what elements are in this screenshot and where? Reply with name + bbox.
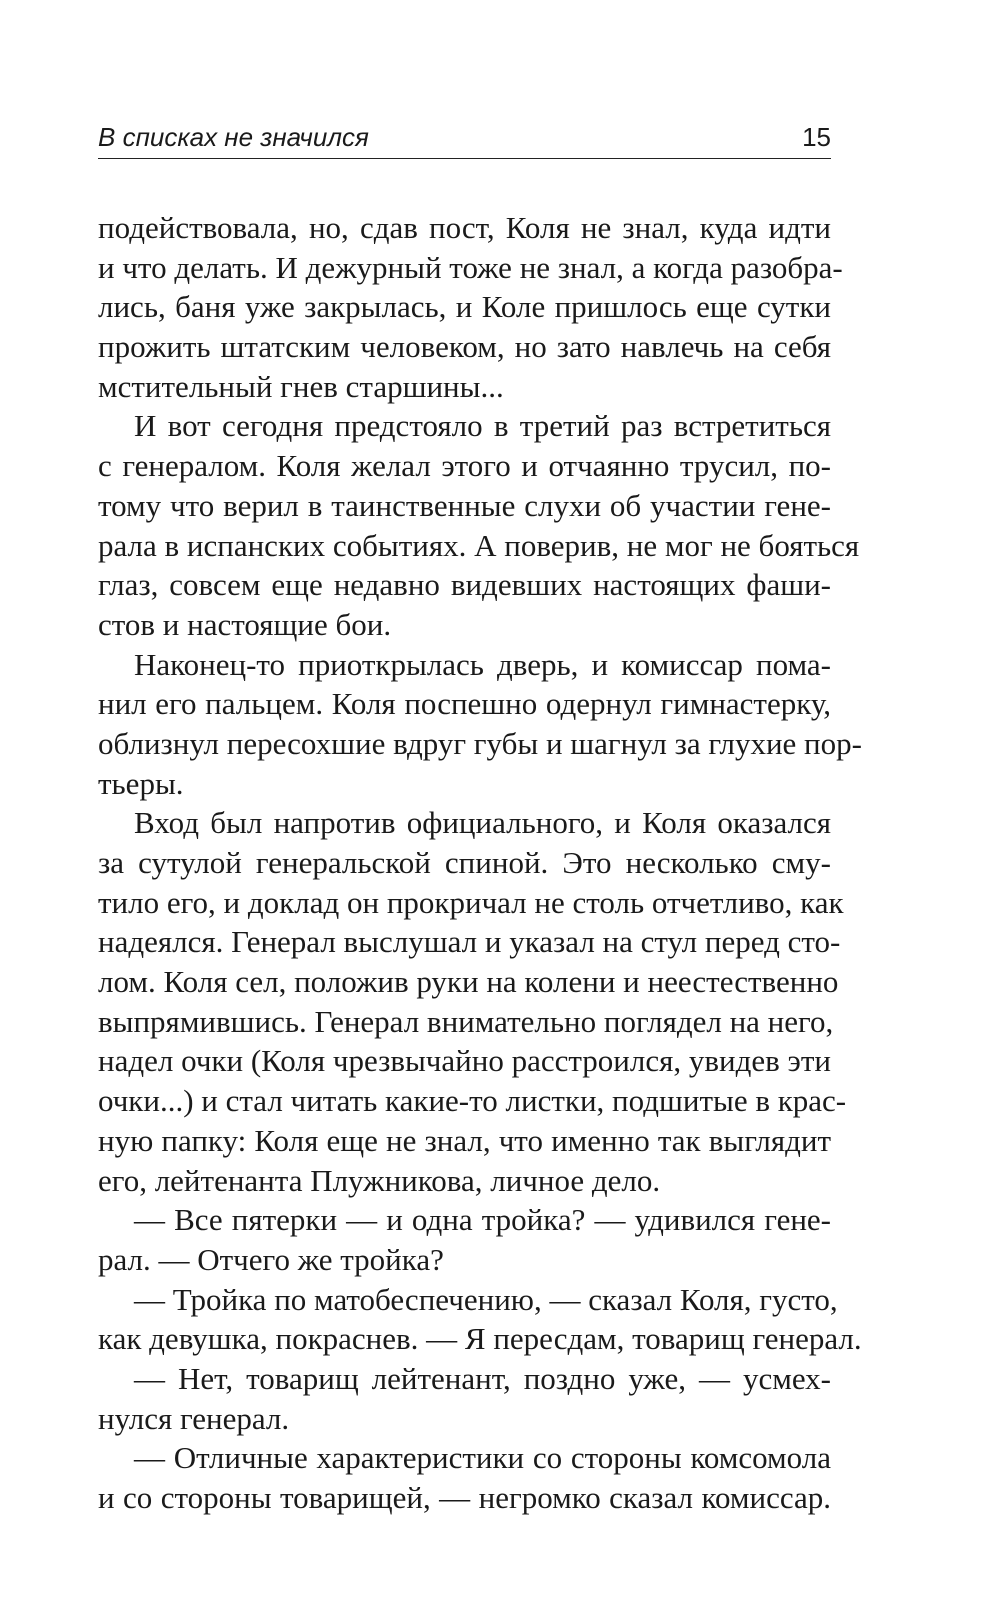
text-line: надел очки (Коля чрезвычайно расстроился, увидев эти	[98, 1043, 831, 1079]
text-line: и со стороны товарищей, — негромко сказал комиссар.	[98, 1480, 831, 1515]
text-line: лом. Коля сел, положив руки на колени и неестественно	[98, 964, 839, 1000]
text-line: надеялся. Генерал выслушал и указал на стул перед сто-	[98, 924, 841, 960]
text-line: рал. — Отчего же тройка?	[98, 1241, 444, 1277]
running-head	[98, 122, 831, 159]
text-line: тому что верил в таинственные слухи об участии гене-	[98, 487, 831, 523]
text-line: прожить штатским человеком, но зато навлечь на себя	[98, 329, 831, 365]
text-line: стов и настоящие бои.	[98, 606, 392, 642]
text-line: — Нет, товарищ лейтенант, поздно уже, — усмех-	[134, 1360, 831, 1396]
text-line: Вход был напротив официального, и Коля оказался	[134, 805, 831, 841]
text-line: тило его, и доклад он прокричал не столь отчетливо, как	[98, 884, 844, 920]
text-line: рала в испанских событиях. А поверив, не мог не бояться	[98, 527, 860, 563]
text-line: нулся генерал.	[98, 1400, 290, 1436]
running-title: В списках не значился	[98, 122, 369, 152]
text-line: Наконец-то приоткрылась дверь, и комиссар пома-	[134, 646, 831, 682]
text-line: его, лейтенанта Плужникова, личное дело.	[98, 1162, 661, 1198]
text-line: подействовала, но, сдав пост, Коля не знал, куда идти	[98, 210, 831, 245]
text-line: очки...) и стал читать какие-то листки, подшитые в крас-	[98, 1083, 847, 1119]
text-body	[98, 208, 862, 1518]
text-line: с генералом. Коля желал этого и отчаянно трусил, по-	[98, 448, 831, 484]
text-line: мстительный гнев старшины...	[98, 368, 504, 404]
text-line: лись, баня уже закрылась, и Коле пришлось еще сутки	[98, 289, 831, 325]
page-number: 15	[802, 122, 831, 152]
text-line: — Тройка по матобеспечению, — сказал Коля, густо,	[134, 1281, 838, 1317]
text-line: как девушка, покраснев. — Я пересдам, товарищ генерал.	[98, 1321, 862, 1357]
text-line: за сутулой генеральской спиной. Это несколько сму-	[98, 845, 831, 880]
text-line: глаз, совсем еще недавно видевших настоящих фаши-	[98, 567, 831, 603]
text-line: ную папку: Коля еще не знал, что именно так выглядит	[98, 1122, 831, 1158]
text-line: и что делать. И дежурный тоже не знал, а когда разобра-	[98, 249, 843, 285]
text-line: — Отличные характеристики со стороны комсомола	[134, 1440, 831, 1476]
text-line: тьеры.	[98, 765, 184, 801]
text-line: нил его пальцем. Коля поспешно одернул гимнастерку,	[98, 686, 831, 722]
text-line: выпрямившись. Генерал внимательно поглядел на него,	[98, 1003, 834, 1039]
text-line: — Все пятерки — и одна тройка? — удивился гене-	[134, 1202, 831, 1238]
text-line: И вот сегодня предстояло в третий раз встретиться	[134, 408, 831, 444]
text-line: облизнул пересохшие вдруг губы и шагнул за глухие пор-	[98, 725, 862, 761]
